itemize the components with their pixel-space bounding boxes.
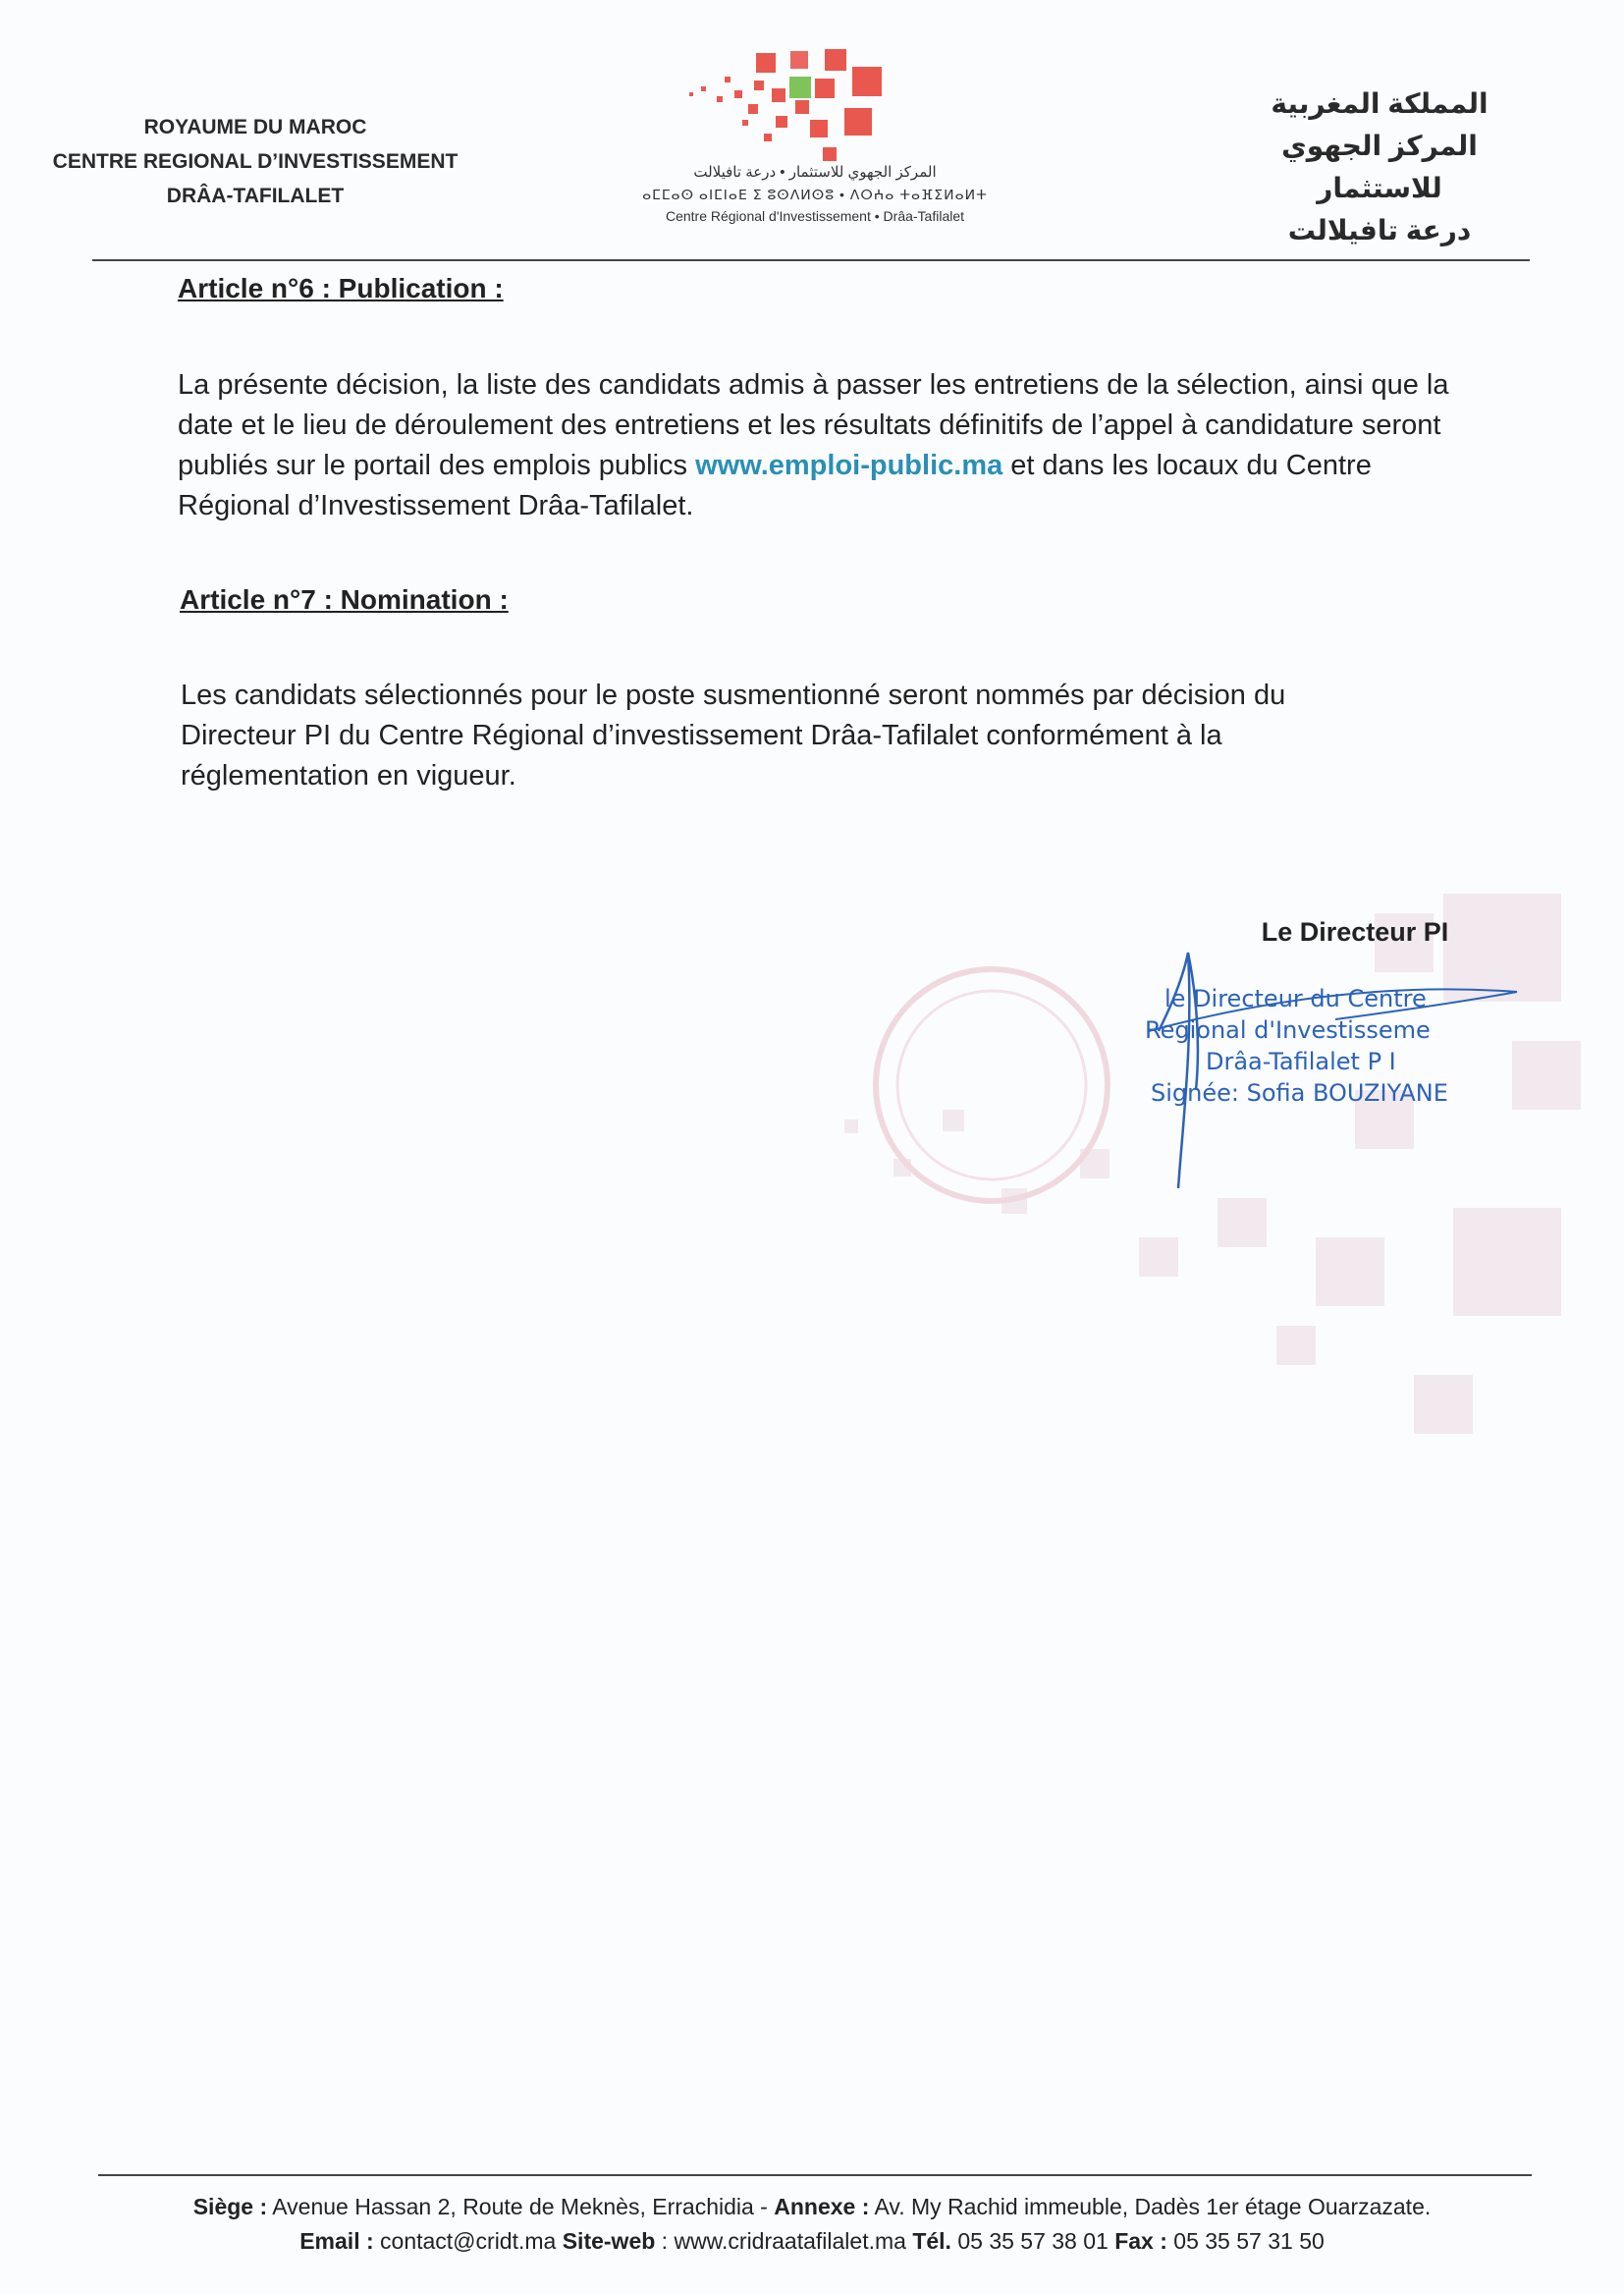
- emploi-public-link[interactable]: www.emploi-public.ma: [695, 450, 1003, 481]
- footer-line-1: [59, 2190, 1565, 2224]
- footer: [59, 2190, 1565, 2259]
- header-fr-line-1: ROYAUME DU MAROC: [143, 116, 367, 138]
- article-6-text-after: et dans les locaux du Centre Régional d’Investissement Drâa-Tafilalet.: [178, 450, 1372, 521]
- footer-line-2: [59, 2224, 1565, 2259]
- tel-label: Tél.: [912, 2228, 951, 2254]
- site-value[interactable]: : www.cridraatafilalet.ma: [655, 2228, 913, 2254]
- signature-title: Le Directeur PI: [1261, 917, 1449, 947]
- handwritten-signature: [1139, 943, 1532, 1198]
- logo-caption-ar: المركز الجهوي للاستثمار • درعة تافيلالت: [693, 164, 937, 181]
- logo-caption-fr: Centre Régional d'Investissement • Drâa-Tafilalet: [665, 208, 965, 224]
- siege-label: Siège :: [192, 2194, 268, 2219]
- article-7-title: Article n°7 : Nomination :: [180, 584, 509, 615]
- siege-address: Avenue Hassan 2, Route de Meknès, Errachidia -: [267, 2194, 775, 2219]
- stamp-line-3: Drâa-Tafilalet P I: [1206, 1048, 1396, 1075]
- stamp-line-2: Regional d'Investisseme: [1145, 1016, 1431, 1044]
- email-value[interactable]: contact@cridt.ma: [373, 2228, 563, 2254]
- footer-divider: [98, 2174, 1532, 2176]
- header-ar-line-3: درعة تافيلالت: [1287, 215, 1472, 246]
- email-label: Email :: [299, 2228, 374, 2254]
- fax-value: 05 35 57 31 50: [1166, 2228, 1325, 2254]
- article-7-text: Les candidats sélectionnés pour le poste susmentionné seront nommés par décision du Directeur PI du Centre Régional d’investissement Drâa-Tafilalet conformément à la réglementation en vigueur.: [181, 680, 1286, 792]
- header-ar-line-1: المملكة المغربية: [1271, 88, 1489, 119]
- tel-value: 05 35 57 38 01: [950, 2228, 1115, 2254]
- header-fr: [39, 110, 471, 213]
- header-fr-line-3: DRÂA-TAFILALET: [166, 185, 345, 207]
- stamp-line-1: le Directeur du Centre: [1164, 985, 1427, 1012]
- stamp-line-4: Signée: Sofia BOUZIYANE: [1151, 1079, 1448, 1107]
- header-ar-line-2: المركز الجهوي للاستثمار: [1281, 131, 1478, 203]
- annexe-label: Annexe :: [774, 2194, 870, 2219]
- fax-label: Fax :: [1114, 2228, 1167, 2254]
- header-divider: [92, 259, 1530, 261]
- article-6-text-before: La présente décision, la liste des candidats admis à passer les entretiens de la sélection, ainsi que la date et le lieu de déroulement des entretiens et les résultats définitifs de l’appel à candidature seront publiés sur le portail des emplois publics: [178, 369, 1449, 481]
- annexe-address: Av. My Rachid immeuble, Dadès 1er étage Ouarzazate.: [869, 2194, 1432, 2219]
- header-fr-line-2: CENTRE REGIONAL D’INVESTISSEMENT: [52, 150, 459, 173]
- article-6-text: [178, 365, 1454, 526]
- logo-caption-tifinagh: ⴰⵎⵎⴰⵙ ⴰⵏⵎⵏⴰⴹ ⵉ ⵓⵙⴷⵍⵙⵓ • ⴷⵔⵄⴰ ⵜⴰⴼⵉⵍⴰⵍⵜ: [642, 187, 988, 202]
- article-6-title: Article n°6 : Publication :: [178, 273, 504, 303]
- header-ar: [1218, 82, 1542, 251]
- site-label: Site-web: [562, 2228, 656, 2254]
